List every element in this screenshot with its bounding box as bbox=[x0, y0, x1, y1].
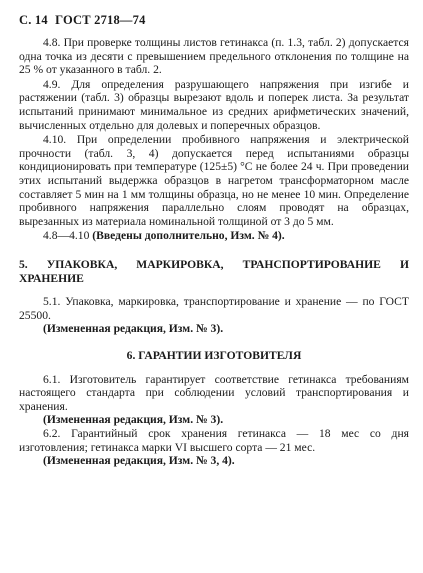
paragraph-4-10: 4.10. При определении пробивного напряжения и электрической прочности (табл. 3, 4) допускается перед испытаниями образцы кондиционировать при температуре (125±5) °С не более 24 ч. При проведении этих испытаний выдержка образцов в нагретом трансформаторном масле составляет 5 мин на 1 мм толщины образца, но не менее 10 мин. Определение пробивного напряжения параллельно слоям проводят на образцах, вырезанных из материала номинальной толщиной от 3 до 5 мм. bbox=[19, 133, 409, 228]
paragraph-4-8: 4.8. При проверке толщины листов гетинакса (п. 1.3, табл. 2) допускается одна точка из десяти с превышением предельного отклонения по толщине на 25 % от указанного в табл. 2. bbox=[19, 36, 409, 77]
amendment-note-range: 4.8—4.10 bbox=[43, 229, 93, 243]
amendment-note-5-1: (Измененная редакция, Изм. № 3). bbox=[43, 322, 224, 336]
amendment-note-6-1: (Измененная редакция, Изм. № 3). bbox=[43, 413, 224, 427]
amendment-note-6-2: (Измененная редакция, Изм. № 3, 4). bbox=[43, 454, 235, 468]
paragraph-6-1: 6.1. Изготовитель гарантирует соответствие гетинакса требованиям настоящего стандарта при соблюдении условий транспортирования и хранения. bbox=[19, 372, 409, 413]
amendment-note-4-8-4-10 bbox=[19, 229, 409, 243]
paragraph-4-9: 4.9. Для определения разрушающего напряжения при изгибе и растяжении (табл. 3) образцы вырезают вдоль и поперек листа. За результат испытаний принимают минимальное из средних арифметических значений, вычисленных отдельно для долевых и поперечных образцов. bbox=[19, 77, 409, 132]
standard-code: ГОСТ 2718—74 bbox=[55, 13, 146, 27]
page-header bbox=[19, 13, 409, 28]
section-5-title: 5. УПАКОВКА, МАРКИРОВКА, ТРАНСПОРТИРОВАНИЕ И ХРАНЕНИЕ bbox=[19, 257, 409, 285]
paragraph-6-2: 6.2. Гарантийный срок хранения гетинакса — 18 мес со дня изготовления; гетинакса марки VI высшего сорта — 21 мес. bbox=[19, 427, 409, 454]
paragraph-5-1: 5.1. Упаковка, маркировка, транспортирование и хранение — по ГОСТ 25500. bbox=[19, 294, 409, 322]
page-number: С. 14 bbox=[19, 13, 48, 27]
amendment-note-text: (Введены дополнительно, Изм. № 4). bbox=[92, 229, 285, 243]
section-6-title: 6. ГАРАНТИИ ИЗГОТОВИТЕЛЯ bbox=[126, 348, 302, 362]
